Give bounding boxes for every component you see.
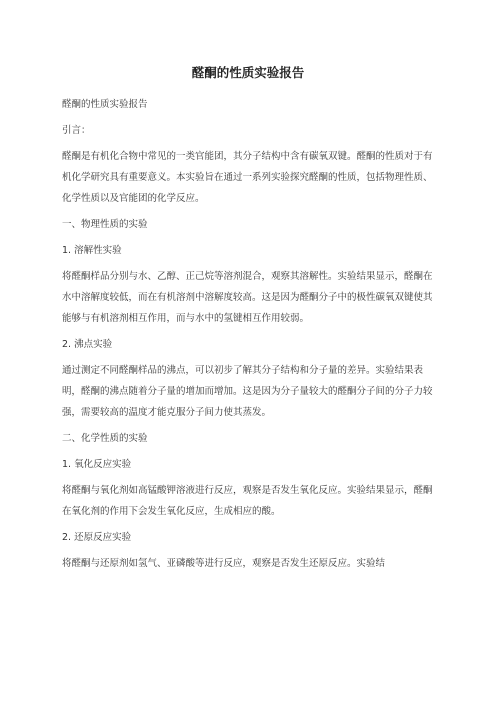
paragraph-subtitle: 醛酮的性质实验报告 [62,99,148,110]
subsection-heading-reduction: 2. 还原反应实验 [62,532,132,543]
section-heading-chemical: 二、化学性质的实验 [62,433,148,444]
paragraph-reduction: 将醛酮与还原剂如氢气、亚磷酸等进行反应，观察是否发生还原反应。实验结 [62,558,386,569]
paragraph-boiling-point: 通过测定不同醛酮样品的沸点，可以初步了解其分子结构和分子量的差异。实验结果表明，醛酮的沸点随着分子量的增加而增加。这是因为分子量较大的醛酮分子间的分子力较强，需要较高的温度才能克服分子间力使其蒸发。 [62,365,433,418]
paragraph-solubility: 将醛酮样品分别与水、乙醇、正己烷等溶剂混合，观察其溶解性。实验结果显示，醛酮在水中溶解度较低，而在有机溶剂中溶解度较高。这是因为醛酮分子中的极性碳氧双键使其能够与有机溶剂相互作用，而与水中的氢键相互作用较弱。 [62,271,433,324]
section-heading-physical: 一、物理性质的实验 [62,219,148,230]
subsection-heading-oxidation: 1. 氧化反应实验 [62,459,132,470]
paragraph-intro-heading: 引言： [62,125,91,136]
paragraph-intro-text: 醛酮是有机化合物中常见的一类官能团，其分子结构中含有碳氧双键。醛酮的性质对于有机化学研究具有重要意义。本实验旨在通过一系列实验探究醛酮的性质，包括物理性质、化学性质以及官能团的化学反应。 [62,151,433,204]
document-title: 醛酮的性质实验报告 [191,65,305,80]
subsection-heading-solubility: 1. 溶解性实验 [62,245,122,256]
paragraph-oxidation: 将醛酮与氧化剂如高锰酸钾溶液进行反应，观察是否发生氧化反应。实验结果显示，醛酮在氧化剂的作用下会发生氧化反应，生成相应的酸。 [62,485,433,517]
subsection-heading-boiling-point: 2. 沸点实验 [62,339,113,350]
document-body [62,94,434,579]
